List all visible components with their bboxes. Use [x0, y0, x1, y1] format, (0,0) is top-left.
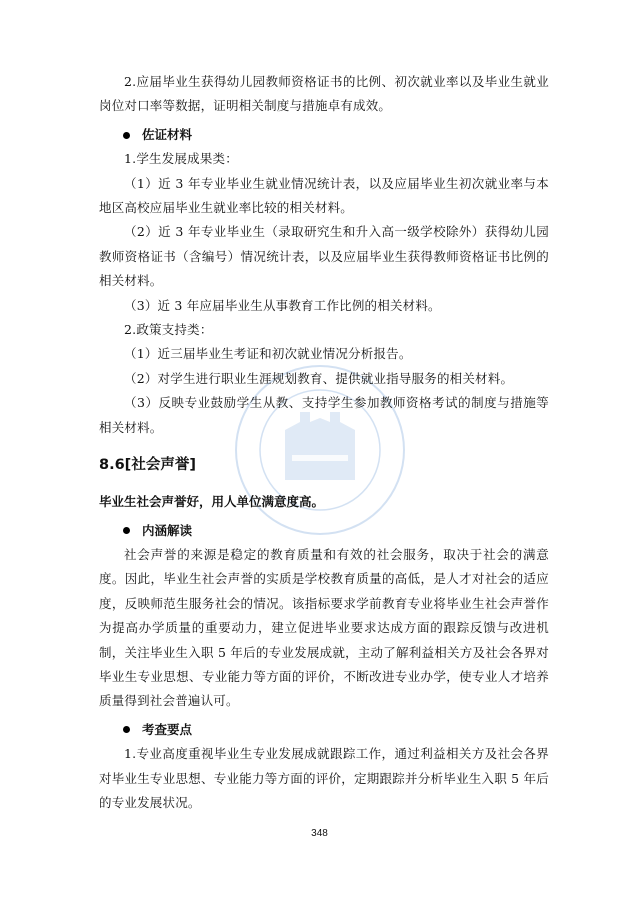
section-standard: 毕业生社会声誉好，用人单位满意度高。: [99, 494, 325, 510]
evidence-item-6: （1）近三届毕业生考证和初次就业情况分析报告。: [124, 346, 412, 362]
key-points-heading: [99, 718, 549, 742]
bullet-icon: [123, 527, 130, 534]
paragraph-top-1: 2.应届毕业生获得幼儿园教师资格证书的比例、初次就业率以及毕业生就业岗位对口率等数据，证明相关制度与措施卓有成效。: [99, 74, 549, 114]
evidence-heading-text: 佐证材料: [142, 126, 193, 142]
bullet-icon: [123, 726, 130, 733]
section-title: 8.6[社会声誉]: [99, 457, 196, 474]
evidence-item-8: （3）反映专业鼓励学生从教、支持学生参加教师资格考试的制度与措施等相关材料。: [99, 395, 549, 435]
document-page: [99, 70, 549, 815]
interpretation-heading: [99, 519, 549, 543]
evidence-item-4: （3）近 3 年应届毕业生从事教育工作比例的相关材料。: [124, 297, 441, 313]
evidence-item-5: 2.政策支持类：: [124, 322, 213, 338]
evidence-item-2: （1）近 3 年专业毕业生就业情况统计表，以及应届毕业生初次就业率与本地区高校应届毕业生就业率比较的相关材料。: [99, 175, 549, 216]
evidence-heading: [99, 123, 549, 147]
key-points-heading-text: 考查要点: [142, 721, 193, 737]
evidence-item-7: （2）对学生进行职业生涯规划教育、提供就业指导服务的相关材料。: [124, 370, 514, 386]
evidence-item-1: 1.学生发展成果类：: [124, 151, 238, 167]
interpretation-text: 社会声誉的来源是稳定的教育质量和有效的社会服务，取决于社会的满意度。因此，毕业生社会声誉的实质是学校教育质量的高低，是人才对社会的适应度，反映师范生服务社会的情况。该指标要求学前教育专业将毕业生社会声誉作为提高办学质量的重要动力，建立促进毕业要求达成方面的跟踪反馈与改进机制，关注毕业生入职 5 年后的专业发展成就，主动了解利益相关方及社会各界对毕业生专业思想、专业能力等方面的评价，不断改进专业办学，使专业人才培养质量得到社会普遍认可。: [99, 546, 549, 709]
bullet-icon: [123, 132, 130, 139]
key-point-item-1: 1.专业高度重视毕业生专业发展成就跟踪工作，通过利益相关方及社会各界对毕业生专业思想、专业能力等方面的评价，定期跟踪并分析毕业生入职 5 年后的专业发展状况。: [99, 746, 549, 810]
interpretation-heading-text: 内涵解读: [142, 522, 193, 538]
page-number: 348: [311, 828, 328, 839]
evidence-item-3: （2）近 3 年专业毕业生（录取研究生和升入高一级学校除外）获得幼儿园教师资格证书（含编号）情况统计表，以及应届毕业生获得教师资格证书比例的相关材料。: [99, 224, 549, 289]
